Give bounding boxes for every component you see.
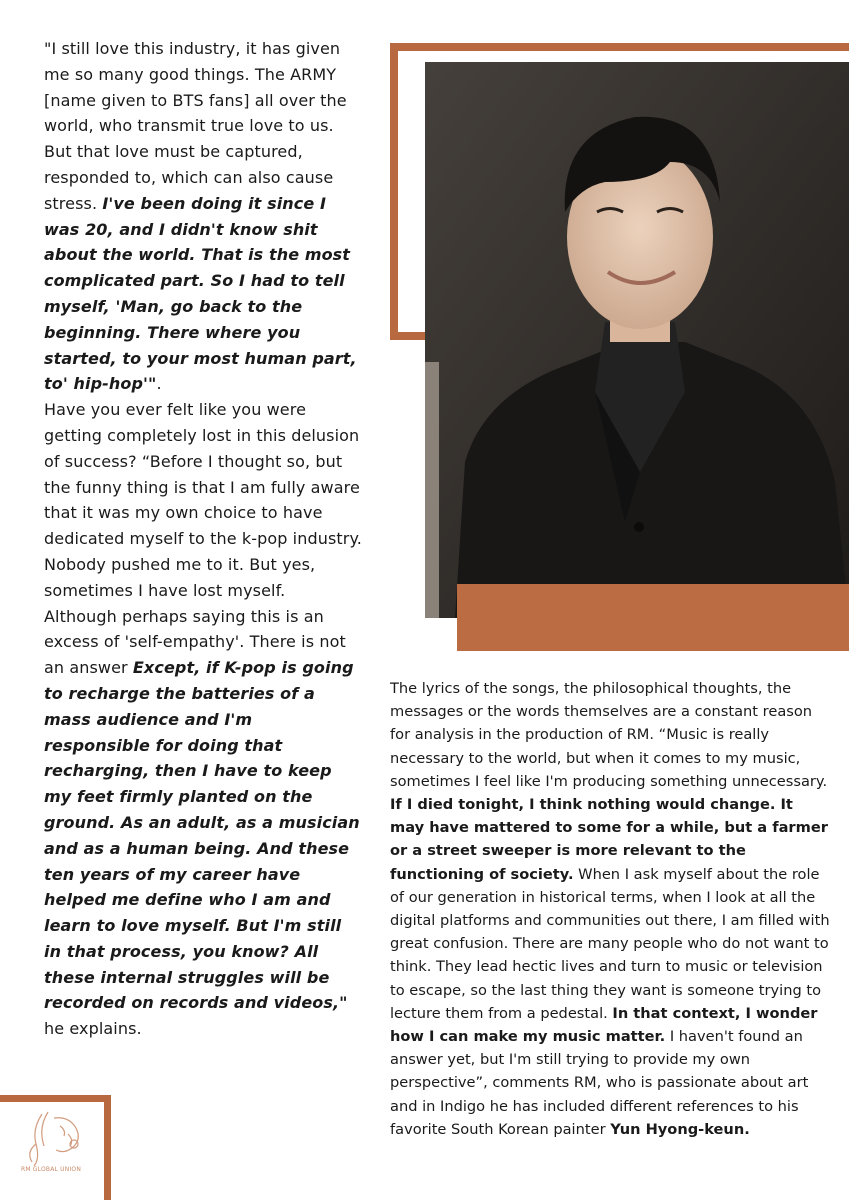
accent-block [457, 584, 849, 651]
logo-caption: RM GLOBAL UNION [20, 1166, 82, 1173]
body-text-1: The lyrics of the songs, the philosophical thoughts, the messages or the words themselves are a constant reason for analysis in the production of RM. “Music is really necessary to the world, but when it comes to my music, sometimes I feel like I'm producing something unnecessary. [390, 680, 828, 790]
portrait-illustration [425, 62, 849, 618]
left-article-column [44, 36, 362, 1042]
quote-emphasis: I've been doing it since I was 20, and I didn't know shit about the world. That is the most complicated part. So I had to tell myself, 'Man, go back to the beginning. There where you started, to your most human part, to' hip-hop'" [44, 193, 357, 394]
portrait-photo [425, 62, 849, 618]
right-article-column [390, 677, 830, 1141]
attribution-text: he explains. [44, 1019, 142, 1039]
question-paragraph [44, 397, 362, 1042]
body-text-3: I haven't found an answer yet, but I'm still trying to provide my own perspective”, comments RM, who is passionate about art and in Indigo he has included different references to his favorite South Korean painter [390, 1028, 809, 1138]
quote-paragraph [44, 36, 362, 397]
painter-name: Yun Hyong-keun. [610, 1120, 750, 1138]
quote-end: . [156, 374, 162, 394]
body-emphasis-1: If I died tonight, I think nothing would change. It may have mattered to some for a while, but a farmer or a street sweeper is more relevant to the functioning of society. [390, 796, 828, 883]
question-text: Have you ever felt like you were getting completely lost in this delusion of success? “Before I thought so, but the funny thing is that I am fully aware that it was my own choice to have dedicated myself to the k-pop industry. Nobody pushed me to it. But yes, sometimes I have lost myself. Although perhaps saying this is an excess of 'self-empathy'. There is not an answer [44, 400, 362, 678]
quote-text: "I still love this industry, it has given me so many good things. The ARMY [name given to BTS fans] all over the world, who transmit true love to us. But that love must be captured, responded to, which can also cause stress. [44, 39, 347, 213]
answer-emphasis: Except, if K-pop is going to recharge the batteries of a mass audience and I'm responsible for doing that recharging, then I have to keep my feet firmly planted on the ground. As an adult, as a musician and as a human being. And these ten years of my career have helped me define who I am and learn to love myself. But I'm still in that process, you know? All these internal struggles will be recorded on records and videos," [44, 658, 360, 1013]
body-paragraph [390, 677, 830, 1141]
body-text-2: When I ask myself about the role of our generation in historical terms, when I look at all the digital platforms and communities out there, I am filled with great confusion. There are many people who do not want to think. They lead hectic lives and turn to music or television to escape, so the last thing they want is someone trying to lecture them from a pedestal. [390, 865, 830, 1022]
body-emphasis-2: In that context, I wonder how I can make my music matter. [390, 1004, 818, 1046]
